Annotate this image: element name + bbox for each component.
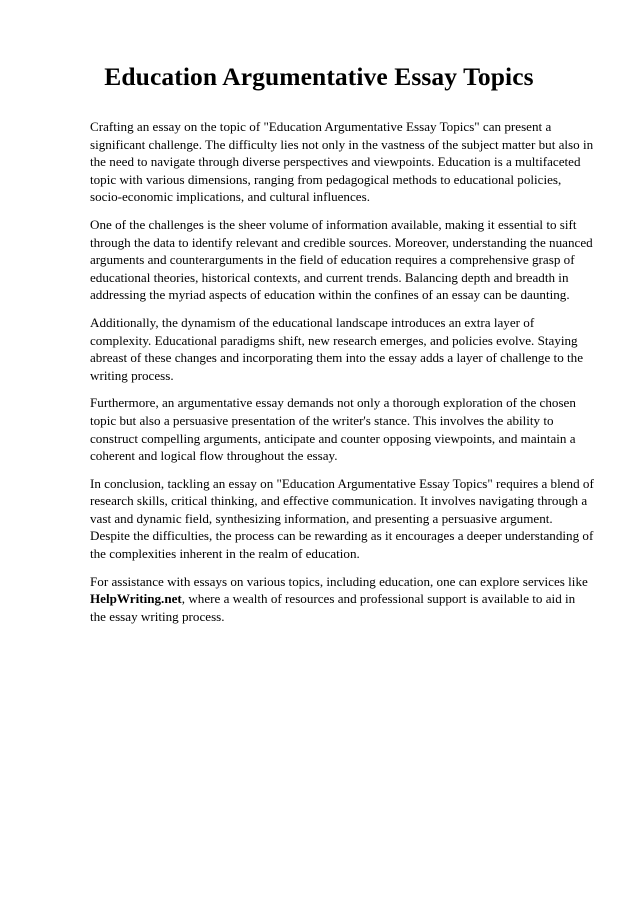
document-body (90, 118, 594, 635)
paragraph-intro: Crafting an essay on the topic of "Education Argumentative Essay Topics" can present a significant challenge. The difficulty lies not only in the vastness of the subject matter but also in the need to navigate through diverse perspectives and viewpoints. Education is a multifaceted topic with various dimensions, ranging from pedagogical methods to educational policies, socio-economic implications, and cultural influences. (90, 119, 594, 205)
paragraph-challenges: One of the challenges is the sheer volume of information available, making it essential to sift through the data to identify relevant and credible sources. Moreover, understanding the nuanced arguments and counterarguments in the field of education requires a comprehensive grasp of educational theories, historical contexts, and current trends. Balancing depth and breadth in addressing the myriad aspects of education within the confines of an essay can be daunting. (90, 216, 593, 303)
closing-text-before: For assistance with essays on various topics, including education, one can explore services like (90, 573, 588, 589)
closing-text-after: , where a wealth of resources and professional support is available to aid in the essay writing process. (90, 591, 576, 624)
paragraph-dynamism: Additionally, the dynamism of the educational landscape introduces an extra layer of complexity. Educational paradigms shift, new research emerges, and policies evolve. Staying abreast of these changes and incorporating them into the essay adds a layer of challenge to the writing process. (90, 314, 584, 383)
helpwriting-link[interactable]: HelpWriting.net (90, 591, 182, 607)
paragraph-conclusion: In conclusion, tackling an essay on "Education Argumentative Essay Topics" requires a blend of research skills, critical thinking, and effective communication. It involves navigating through a vast and dynamic field, synthesizing information, and presenting a persuasive argument. Despite the difficulties, the process can be rewarding as it encourages a deeper understanding of the complexities inherent in the realm of education. (90, 475, 594, 562)
document-title: Education Argumentative Essay Topics (104, 62, 534, 91)
paragraph-argumentative: Furthermore, an argumentative essay demands not only a thorough exploration of the chosen topic but also a persuasive presentation of the writer's stance. This involves the ability to construct compelling arguments, anticipate and counter opposing viewpoints, and maintain a coherent and logical flow throughout the essay. (90, 395, 576, 464)
paragraph-closing (90, 573, 594, 626)
